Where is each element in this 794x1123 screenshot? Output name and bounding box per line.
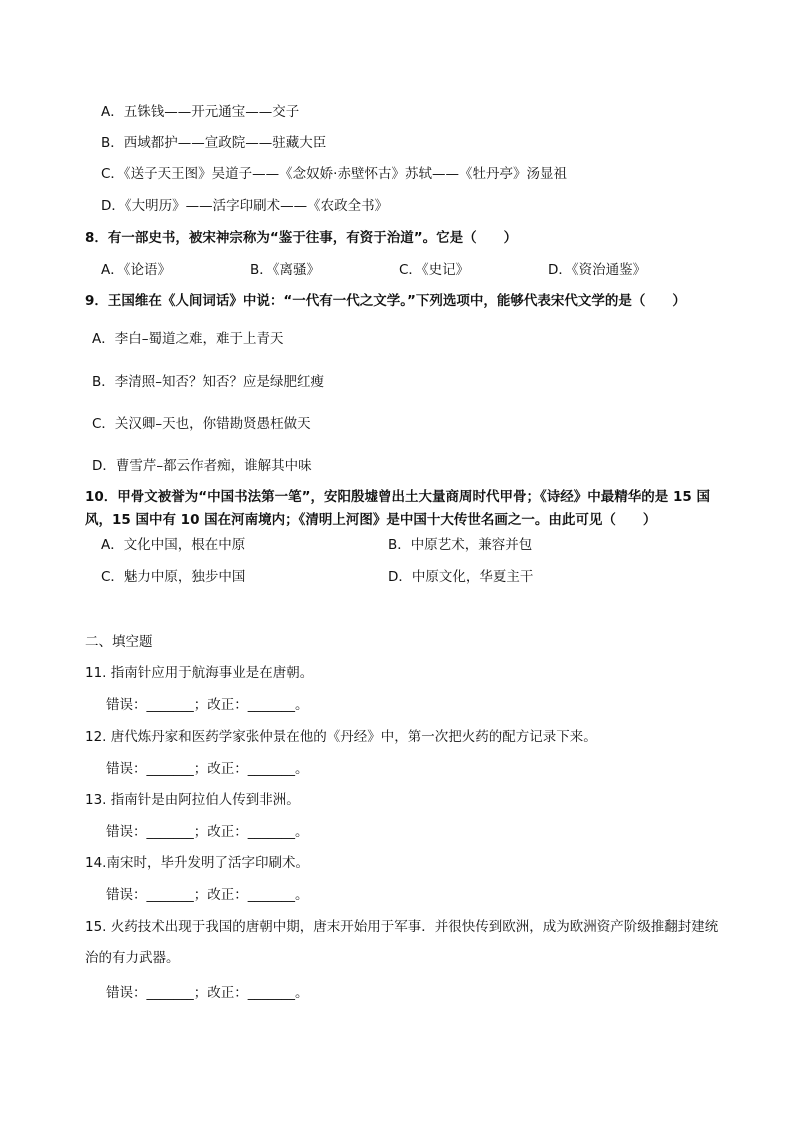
q10-option-b: B．中原艺术，兼容并包 [388,537,533,553]
q14-answer: 错误：_______；改正：_______。 [106,887,309,903]
q9-option-d: D．曹雪芹–都云作者痴，谁解其中味 [92,458,312,474]
q8-option-b: B．《离骚》 [250,262,321,278]
q15-text-line2: 治的有力武器。 [85,950,180,966]
q15-answer: 错误：_______；改正：_______。 [106,985,309,1001]
q14-text: 14.南宋时，毕升发明了活字印刷术。 [85,855,309,871]
q7-option-c: C．《送子天王图》吴道子——《念奴娇·赤壁怀古》苏轼——《牡丹亭》汤显祖 [101,166,567,182]
q8-option-a: A．《论语》 [101,262,171,278]
q11-answer: 错误：_______；改正：_______。 [106,697,309,713]
q10-option-c: C．魅力中原，独步中国 [101,569,246,585]
q7-option-b: B．西域都护——宣政院——驻藏大臣 [101,135,327,151]
q10-stem-line2: 风，15 国中有 10 国在河南境内；《清明上河图》是中国十大传世名画之一。由此可见（ ） [85,512,657,528]
q13-answer: 错误：_______；改正：_______。 [106,824,309,840]
q10-option-d: D．中原文化，华夏主干 [388,569,534,585]
q8-stem: 8．有一部史书，被宋神宗称为“鉴于往事，有资于治道”。它是（ ） [85,230,518,246]
q8-option-c: C．《史记》 [399,262,470,278]
q8-option-d: D．《资治通鉴》 [548,262,647,278]
q9-option-a: A．李白–蜀道之难，难于上青天 [92,331,284,347]
q11-text: 11. 指南针应用于航海事业是在唐朝。 [85,665,314,681]
q10-stem-line1: 10．甲骨文被誉为“中国书法第一笔”，安阳殷墟曾出土大量商周时代甲骨；《诗经》中最精华的是 15 国 [85,489,710,505]
q7-option-d: D．《大明历》——活字印刷术——《农政全书》 [101,198,389,214]
q9-option-c: C．关汉卿–天也，你错勘贤愚枉做天 [92,416,311,432]
section-title: 二、填空题 [85,634,153,650]
q7-option-a: A．五铢钱——开元通宝——交子 [101,104,300,120]
q9-stem: 9．王国维在《人间词话》中说：“一代有一代之文学。”下列选项中，能够代表宋代文学的是（ ） [85,293,686,309]
q15-text-line1: 15. 火药技术出现于我国的唐朝中期，唐末开始用于军事．并很快传到欧洲，成为欧洲资产阶级推翻封建统 [85,919,719,935]
q12-text: 12. 唐代炼丹家和医药学家张仲景在他的《丹经》中，第一次把火药的配方记录下来。 [85,729,597,745]
q10-option-a: A．文化中国，根在中原 [101,537,246,553]
q13-text: 13. 指南针是由阿拉伯人传到非洲。 [85,792,300,808]
q9-option-b: B．李清照–知否？知否？应是绿肥红瘦 [92,374,325,390]
q12-answer: 错误：_______；改正：_______。 [106,761,309,777]
